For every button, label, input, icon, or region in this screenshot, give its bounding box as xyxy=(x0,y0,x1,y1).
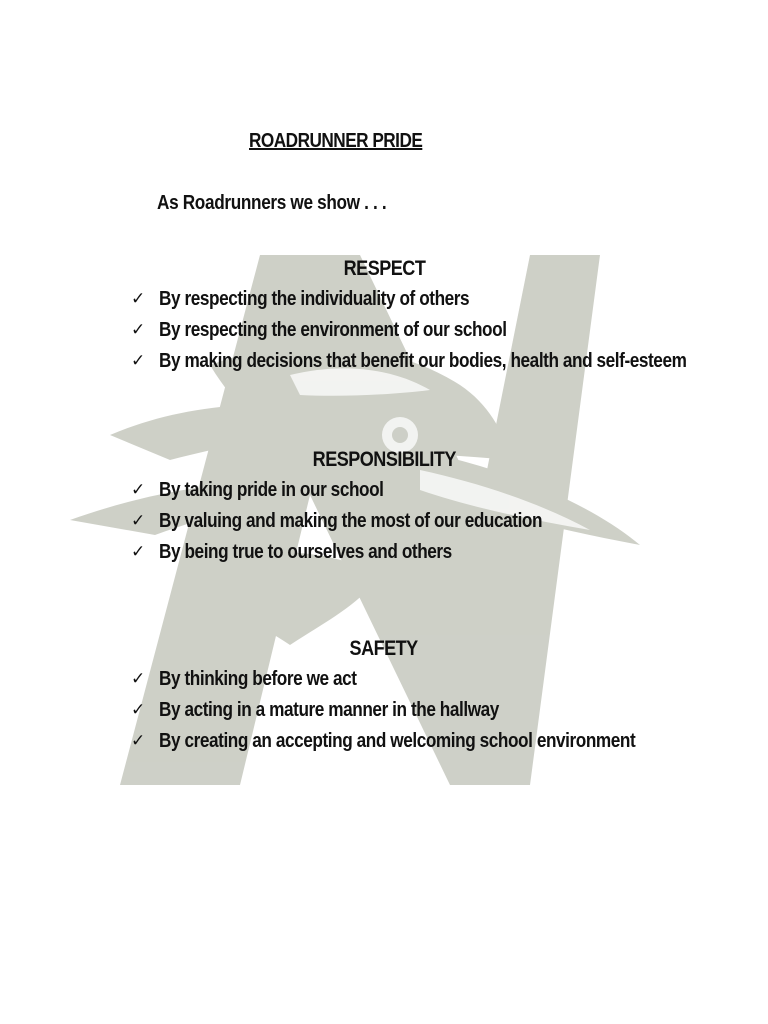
section-heading-responsibility xyxy=(0,448,768,472)
section-heading-responsibility-label: RESPONSIBILITY xyxy=(312,448,456,471)
section-heading-respect-label: RESPECT xyxy=(343,257,425,280)
checkmark-icon: ✓ xyxy=(131,669,146,689)
page-title: ROADRUNNER PRIDE xyxy=(249,130,423,152)
checkmark-icon: ✓ xyxy=(131,511,146,531)
checkmark-icon: ✓ xyxy=(131,700,146,720)
intro-text: As Roadrunners we show . . . xyxy=(157,192,387,214)
checkmark-icon: ✓ xyxy=(131,289,146,309)
list-item-text: By being true to ourselves and others xyxy=(159,541,452,563)
list-item-text: By making decisions that benefit our bodies, health and self-esteem xyxy=(159,350,687,372)
checkmark-icon: ✓ xyxy=(131,480,146,500)
section-heading-safety xyxy=(0,637,768,661)
checkmark-icon: ✓ xyxy=(131,320,146,340)
list-item-text: By acting in a mature manner in the hallway xyxy=(159,699,499,721)
checkmark-icon: ✓ xyxy=(131,351,146,371)
checkmark-icon: ✓ xyxy=(131,542,146,562)
list-item-text: By respecting the individuality of others xyxy=(159,288,470,310)
list-item-text: By respecting the environment of our school xyxy=(159,319,507,341)
checkmark-icon: ✓ xyxy=(131,731,146,751)
section-heading-safety-label: SAFETY xyxy=(349,637,419,660)
list-item-text: By taking pride in our school xyxy=(159,479,384,501)
list-item-text: By creating an accepting and welcoming school environment xyxy=(159,730,636,752)
section-heading-respect xyxy=(0,257,768,281)
list-item-text: By valuing and making the most of our education xyxy=(159,510,543,532)
list-item-text: By thinking before we act xyxy=(159,668,357,690)
